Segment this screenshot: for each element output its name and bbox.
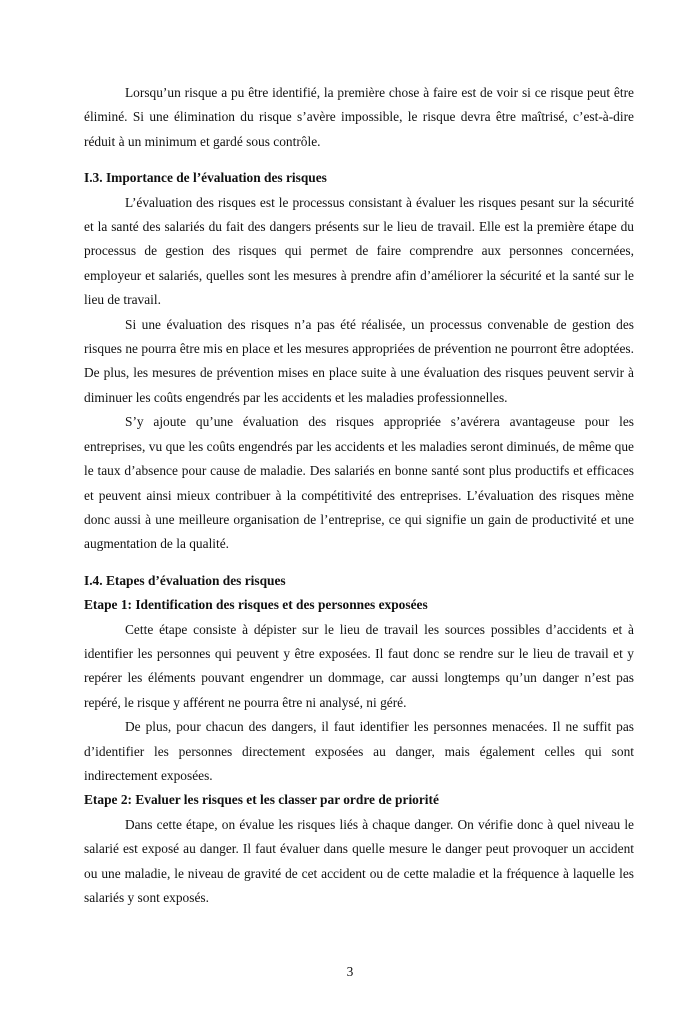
paragraph: Dans cette étape, on évalue les risques liés à chaque danger. On vérifie donc à quel niveau le salarié est exposé au danger. Il faut évaluer dans quelle mesure le danger peut provoquer un accident ou une maladie, le niveau de gravité de cet accident ou de cette maladie et la fréquence à laquelle les salariés y sont exposés. <box>84 816 634 905</box>
page-number: 3 <box>346 964 354 979</box>
paragraph: Si une évaluation des risques n’a pas été réalisée, un processus convenable de gestion des risques ne pourra être mis en place et les mesures appropriées de prévention ne pourront être adoptées. De plus, les mesures de prévention mises en place suite à une évaluation des risques peuvent servir à diminuer les coûts engendrés par les accidents et les maladies professionnelles. <box>84 316 634 405</box>
paragraph: Cette étape consiste à dépister sur le lieu de travail les sources possibles d’accidents et à identifier les personnes qui peuvent y être exposées. Il faut donc se rendre sur le lieu de travail et y repérer les éléments pouvant engendrer un dommage, car aussi longtemps qu’un danger n’est pas repéré, le risque y afférent ne pourra être ni analysé, ni géré. <box>84 621 634 710</box>
subheading-etape-2: Etape 2: Evaluer les risques et les classer par ordre de priorité <box>84 792 439 808</box>
section-heading-i3: I.3. Importance de l’évaluation des risques <box>84 170 327 186</box>
paragraph: Lorsqu’un risque a pu être identifié, la première chose à faire est de voir si ce risque peut être éliminé. Si une élimination du risque s’avère impossible, le risque devra être maîtrisé, c’est-à-dire réduit à un minimum et gardé sous contrôle. <box>84 85 634 149</box>
document-body <box>84 81 634 910</box>
paragraph: De plus, pour chacun des dangers, il faut identifier les personnes menacées. Il ne suffit pas d’identifier les personnes directement exposées au danger, mais également celles qui sont indirectement exposées. <box>84 719 634 783</box>
subheading-etape-1: Etape 1: Identification des risques et des personnes exposées <box>84 597 428 613</box>
section-heading-i4: I.4. Etapes d’évaluation des risques <box>84 572 286 588</box>
paragraph: L’évaluation des risques est le processus consistant à évaluer les risques pesant sur la sécurité et la santé des salariés du fait des dangers présents sur le lieu de travail. Elle est la première étape du processus de gestion des risques qui permet de faire comprendre aux personnes concernées, employeur et salariés, quelles sont les mesures à prendre afin d’améliorer la sécurité et la santé sur le lieu de travail. <box>84 194 634 308</box>
paragraph: S’y ajoute qu’une évaluation des risques appropriée s’avérera avantageuse pour les entreprises, vu que les coûts engendrés par les accidents et les maladies seront diminués, de même que le taux d’absence pour cause de maladie. Des salariés en bonne santé sont plus productifs et efficaces et peuvent ainsi mieux contribuer à la compétitivité des entreprises. L’évaluation des risques mène donc aussi à une meilleure organisation de l’entreprise, ce qui signifie un gain de productivité et une augmentation de la qualité. <box>84 414 634 552</box>
